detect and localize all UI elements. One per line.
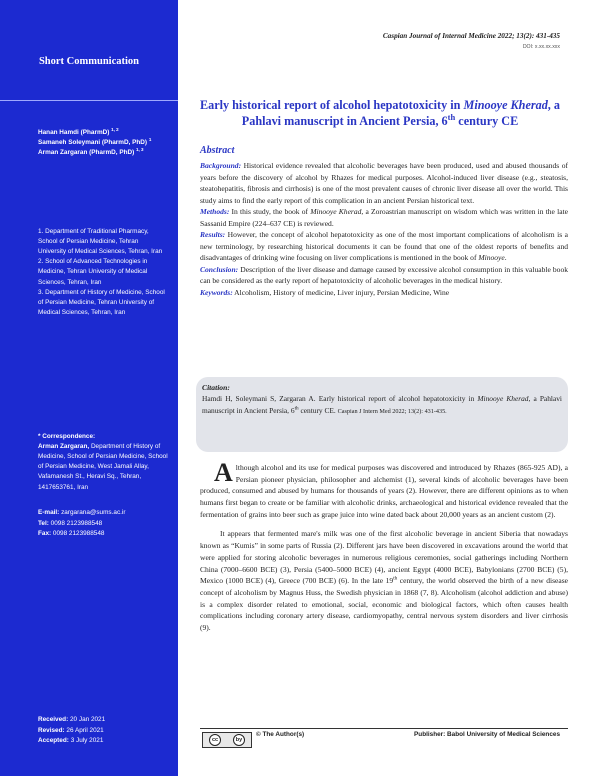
accepted-date: 3 July 2021 xyxy=(70,737,104,745)
section-label: Short Communication xyxy=(38,56,140,67)
tel-value: 0098 2123988548 xyxy=(50,519,103,527)
sidebar-divider xyxy=(0,100,178,101)
correspondence xyxy=(38,432,170,493)
by-icon: by xyxy=(233,734,245,746)
affiliation-item: 3. Department of History of Medicine, School of Persian Medicine, Tehran University of Medical Sciences, Tehran, Iran xyxy=(38,288,165,316)
abstract-conclusion: Conclusion: Description of the liver disease and damage caused by excessive alcohol consumption in this valuable book can be considered as the early report of hepatotoxicity of alcoholic beverages in the medical history. xyxy=(200,264,568,286)
correspondence-address: Department of History of Medicine, School of Persian Medicine, School of Persian Medicine, West Jamali Allay, Vafamanesh St., Heravi Sq., Tehran, 1417653761, Iran xyxy=(38,443,168,491)
citation-box xyxy=(196,377,568,452)
article-dates: Received: 20 Jan 2021 Revised: 26 April 2021 Accepted: 3 July 2021 xyxy=(38,716,106,745)
body-text xyxy=(200,458,568,634)
abstract-heading: Abstract xyxy=(200,145,235,156)
email-link[interactable]: zargarana@sums.ac.ir xyxy=(61,509,126,516)
dropcap: A xyxy=(214,458,233,487)
copyright: © The Author(s) xyxy=(256,731,305,738)
affiliation-item: 2. School of Advanced Technologies in Medicine, Tehran University of Medical Sciences, Tehran, Iran xyxy=(38,258,148,286)
abstract-background: Background: Historical evidence revealed that alcoholic beverages have been produced, used and abused thousands of years before the discovery of alcohol by Rhazes for medical purposes. Alcohol-induced liver disease (e.g., steatosis, steatohepatitis, fibrosis and cirrhosis) is one of the most prevalent causes of chronic liver disease all over the world. This study aims to find the early report of this complication in an ancient Persian historical text. xyxy=(200,161,568,205)
body-paragraph: Although alcohol and its use for medical purposes was discovered and introduced by Rhazes (865-925 AD), a Persian pioneer physician, philosopher and alchemist (1), several kinds of alcoholic beverages have been produced, consumed and abused by humans for thousands of years (2). However, there are different opinions as to when humans first began to create or be familiar with alcoholic drinks, archaeological and historical evidence revealed that the fermentation of grains into beer such as grape juice into wine dated back about 20,000 years as an ancient custom (2). xyxy=(200,458,568,519)
abstract-results: Results: However, the concept of alcohol hepatotoxicity as one of the most important complications of alcoholism is a new terminology, by researching historical documents it can be found that one of the oldest reports of benefits and disadvantages of drinking wine focusing on liver complications is mentioned in the book of Minooye. xyxy=(200,230,568,263)
author-item: Hanan Hamdi (PharmD) $^{1, 2}$ xyxy=(38,126,119,136)
author-item: Samaneh Soleymani (PharmD, PhD) $^1$ xyxy=(38,136,152,146)
correspondence-name: Arman Zargaran, xyxy=(38,443,90,451)
cc-license-badge[interactable] xyxy=(202,732,252,748)
affiliation-list xyxy=(38,227,166,318)
abstract xyxy=(200,160,568,298)
affiliation-item: 1. Department of Traditional Pharmacy, School of Persian Medicine, Tehran University of Medical Sciences, Tehran, Iran xyxy=(38,228,163,256)
citation-label: Citation: xyxy=(202,383,230,392)
contact-info: E-mail: zargarana@sums.ac.ir Tel: 0098 2123988548 Fax: 0098 2123988548 xyxy=(38,509,126,538)
abstract-methods: Methods: In this study, the book of Minooye Kherad, a Zoroastrian manuscript on wisdom which was written in the late Sassanid Empire (224–637 CE) is reviewed. xyxy=(200,207,568,228)
received-date: 20 Jan 2021 xyxy=(69,716,106,723)
footer-divider xyxy=(200,728,568,729)
article-title: Early historical report of alcohol hepatotoxicity in Minooye Kherad, a Pahlavi manuscript in Ancient Persia, 6th century CE xyxy=(200,98,560,128)
doi: DOI: x.xx.xx.xxx xyxy=(522,44,560,50)
body-paragraph: It appears that fermented mare's milk was one of the first alcoholic beverage in ancient Siberia that nowadays known as “Kumis” in some parts of Russia (2). Different jars have been discovered in excavations around the world that were applied for storing alcoholic beverages in numerous religious ceremonies, social gatherings including Northern China (7000–6600 BCE) (3), Persia (5400–5000 BCE) (4), ancient Egypt (4000 BCE), Babylonians (2700 BCE) (5), Mexico (1000 BCE) (4), Greece (700 BCE) (6). In the late 19th century, the world observed the birth of a new disease concept of alcoholism by Magnus Huss, the Swedish physician in 1868 (7, 8). Alcoholism (alcohol addiction and abuse) is a complex disorder related to emotional, social, economic and biological factors, which often causes health complications including coronary artery disease, cardiomyopathy, central nervous system disorders and liver cirrhosis (9). xyxy=(200,529,568,632)
abstract-keywords: Keywords: Alcoholism, History of medicine, Liver injury, Persian Medicine, Wine xyxy=(200,287,450,297)
citation-text: Hamdi H, Soleymani S, Zargaran A. Early historical report of alcohol hepatotoxicity in Minooye Kherad, a Pahlavi manuscript in Ancient Persia, 6th century CE. Caspian J Intern Med 2022; 13(2): 431-435. xyxy=(202,394,562,415)
author-list xyxy=(38,128,168,158)
fax-value: 0098 2123988548 xyxy=(52,530,105,538)
sidebar xyxy=(0,0,178,776)
journal-citation-header: Caspian Journal of Internal Medicine 2022; 13(2): 431-435 xyxy=(382,32,560,40)
publisher: Publisher: Babol University of Medical Sciences xyxy=(414,731,560,738)
revised-date: 26 April 2021 xyxy=(66,726,104,734)
cc-icon: cc xyxy=(209,734,221,746)
author-item: Arman Zargaran (PharmD, PhD) $^{1, 3}$ xyxy=(38,146,144,156)
correspondence-label: * Correspondence: xyxy=(38,433,96,440)
